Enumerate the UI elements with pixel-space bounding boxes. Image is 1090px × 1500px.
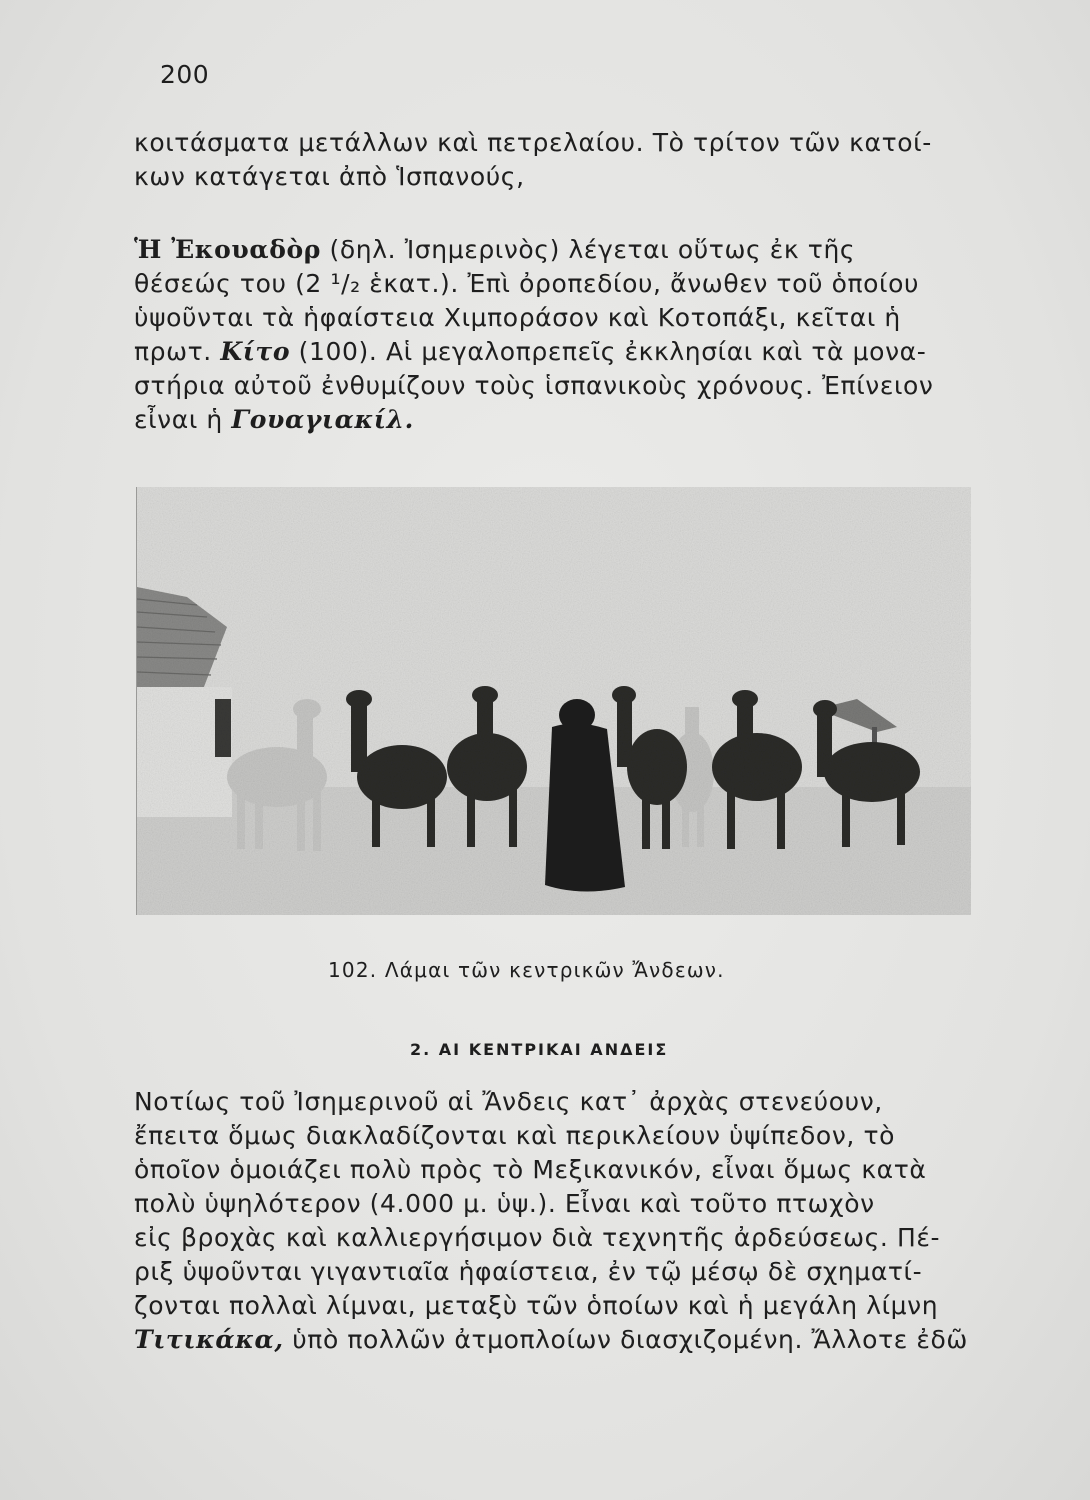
lake-name-titicaca: Τιτικάκα, <box>134 1325 284 1354</box>
section-heading: 2. ΑΙ ΚΕΝΤΡΙΚΑΙ ΑΝΔΕΙΣ <box>410 1040 669 1059</box>
text-line: ὑψοῦνται τὰ ἡφαίστεια Χιμποράσον καὶ Κοτοπάξι, κεῖται ἡ <box>134 303 901 332</box>
text-line: ζονται πολλαὶ λίμναι, μεταξὺ τῶν ὁποίων καὶ ἡ μεγάλη λίμνη <box>134 1291 939 1320</box>
text-line: εἶναι ἡ Γουαγιακίλ. <box>134 405 414 434</box>
llama-photograph <box>136 487 971 915</box>
text-line: Τιτικάκα, ὑπὸ πολλῶν ἀτμοπλοίων διασχιζομένη. Ἄλλοτε ἐδῶ <box>134 1325 968 1354</box>
paragraph-ecuador <box>134 233 1004 437</box>
text-line: Ἡ Ἐκουαδὸρ (δηλ. Ἰσημερινὸς) λέγεται οὕτως ἐκ τῆς <box>134 235 856 264</box>
country-name-ecuador: Ἡ Ἐκουαδὸρ <box>134 235 321 264</box>
text-line: ριξ ὑψοῦνται γιγαντιαῖα ἡφαίστεια, ἐν τῷ μέσῳ δὲ σχηματί- <box>134 1257 923 1286</box>
capital-name-quito: Κίτο <box>220 337 291 366</box>
text-line: Νοτίως τοῦ Ἰσημερινοῦ αἱ Ἄνδεις κατ᾽ ἀρχὰς στενεύουν, <box>134 1087 883 1116</box>
page-number: 200 <box>160 60 210 89</box>
paragraph-resources <box>134 126 1004 194</box>
port-name-guayaquil: Γουαγιακίλ. <box>231 405 414 434</box>
text-line: κοιτάσματα μετάλλων καὶ πετρελαίου. Τὸ τρίτον τῶν κατοί- <box>134 128 932 157</box>
paragraph-central-andes <box>134 1085 984 1357</box>
figure-caption: 102. Λάμαι τῶν κεντρικῶν Ἄνδεων. <box>328 958 725 982</box>
text-line: ὁποῖον ὁμοιάζει πολὺ πρὸς τὸ Μεξικανικόν, εἶναι ὅμως κατὰ <box>134 1155 927 1184</box>
text-line: ἔπειτα ὅμως διακλαδίζονται καὶ περικλείουν ὑψίπεδον, τὸ <box>134 1121 896 1150</box>
text-line: πρωτ. Κίτο (100). Αἱ μεγαλοπρεπεῖς ἐκκλησίαι καὶ τὰ μονα- <box>134 337 927 366</box>
text-line: πολὺ ὑψηλότερον (4.000 μ. ὑψ.). Εἶναι καὶ τοῦτο πτωχὸν <box>134 1189 875 1218</box>
text-line: εἰς βροχὰς καὶ καλλιεργήσιμον διὰ τεχνητῆς ἀρδεύσεως. Πέ- <box>134 1223 941 1252</box>
text-line: θέσεώς του (2 ¹/₂ ἑκατ.). Ἐπὶ ὀροπεδίου, ἄνωθεν τοῦ ὁποίου <box>134 269 920 298</box>
text-line: στήρια αὐτοῦ ἐνθυμίζουν τοὺς ἱσπανικοὺς χρόνους. Ἐπίνειον <box>134 371 934 400</box>
text-line: κων κατάγεται ἀπὸ Ἱσπανούς, <box>134 162 525 191</box>
